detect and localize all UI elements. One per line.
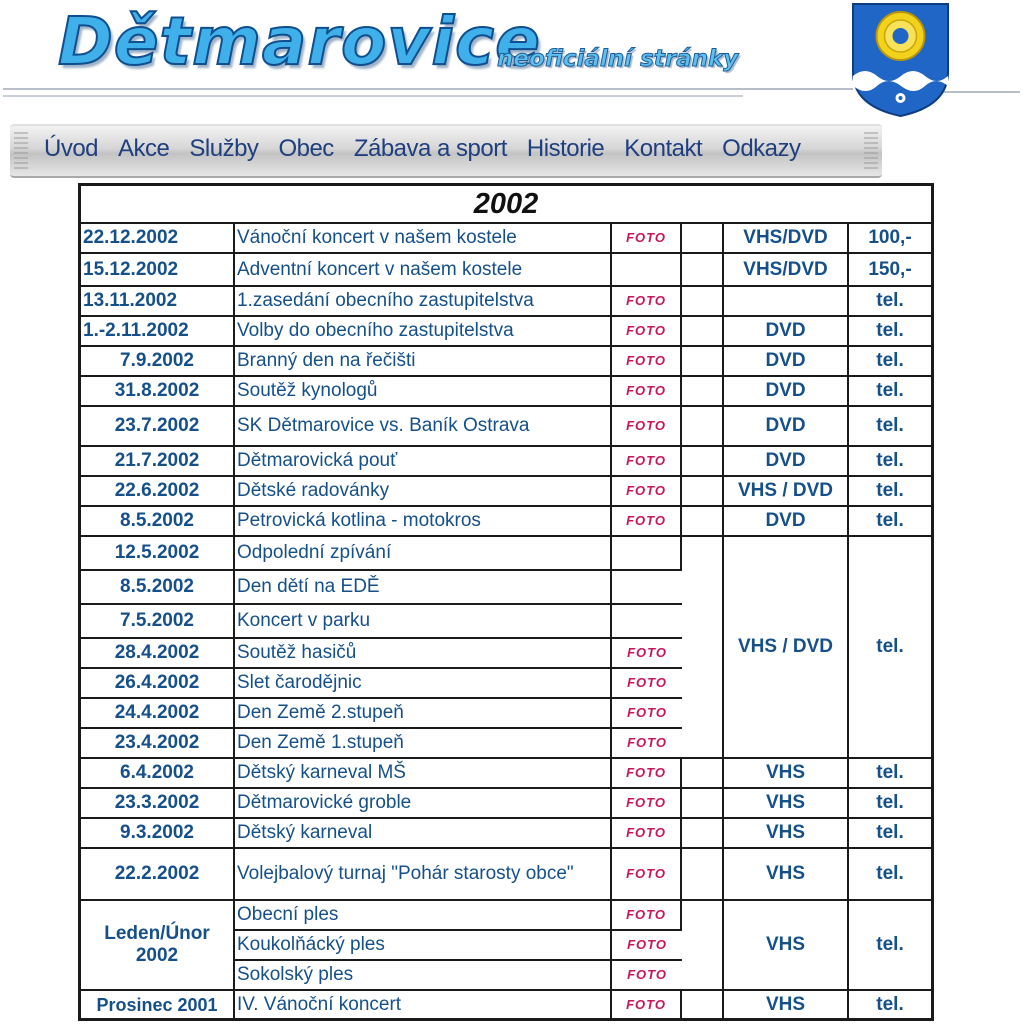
foto-link[interactable]: FOTO bbox=[612, 224, 682, 254]
event-title: SK Dětmarovice vs. Baník Ostrava bbox=[235, 407, 612, 447]
event-date: Prosinec 2001 bbox=[81, 991, 235, 1018]
events-table bbox=[78, 183, 934, 1021]
price: tel. bbox=[876, 993, 904, 1015]
table-row bbox=[81, 759, 931, 789]
empty-cell bbox=[682, 819, 724, 849]
media-format: VHS bbox=[724, 759, 849, 789]
year-header-row bbox=[81, 186, 931, 224]
media-format: VHS bbox=[724, 849, 849, 901]
table-row bbox=[81, 317, 931, 347]
empty-cell bbox=[612, 605, 682, 639]
media-format: VHS bbox=[724, 789, 849, 819]
event-date: 1.-2.11.2002 bbox=[81, 317, 235, 347]
media-format: DVD bbox=[724, 377, 849, 407]
event-title: Volby do obecního zastupitelstva bbox=[235, 317, 612, 347]
nav-item-uvod[interactable]: Úvod bbox=[44, 135, 99, 162]
event-date: 23.3.2002 bbox=[81, 789, 235, 819]
event-date: 31.8.2002 bbox=[81, 377, 235, 407]
foto-link[interactable]: FOTO bbox=[612, 759, 682, 789]
year-heading: 2002 bbox=[81, 186, 931, 224]
foto-link[interactable]: FOTO bbox=[612, 447, 682, 477]
site-logo[interactable]: Dětmarovice bbox=[58, 3, 541, 80]
price: tel. bbox=[849, 759, 931, 789]
event-title: Vánoční koncert v našem kostele bbox=[235, 224, 612, 254]
price: tel. bbox=[849, 901, 931, 991]
event-title: Den Země 1.stupeň bbox=[235, 729, 612, 759]
table-row bbox=[81, 254, 931, 287]
event-date: 15.12.2002 bbox=[81, 254, 235, 287]
media-format: DVD bbox=[724, 317, 849, 347]
empty-cell bbox=[682, 991, 724, 1018]
media-format: VHS / DVD bbox=[724, 537, 849, 759]
table-row bbox=[81, 819, 931, 849]
event-title: Adventní koncert v našem kostele bbox=[235, 254, 612, 287]
main-nav bbox=[10, 124, 882, 178]
nav-item-historie[interactable]: Historie bbox=[526, 135, 605, 162]
nav-cap-left bbox=[14, 132, 28, 172]
foto-link[interactable]: FOTO bbox=[612, 639, 682, 669]
media-format: VHS bbox=[724, 819, 849, 849]
empty-cell bbox=[612, 254, 682, 287]
foto-link[interactable]: FOTO bbox=[612, 477, 682, 507]
event-title: Dětský karneval MŠ bbox=[235, 759, 612, 789]
event-date: 13.11.2002 bbox=[81, 287, 235, 317]
event-title: Slet čarodějnic bbox=[235, 669, 612, 699]
empty-cell bbox=[612, 537, 682, 571]
table-row bbox=[81, 789, 931, 819]
empty-cell bbox=[682, 849, 724, 901]
event-title: Koukolňácký ples bbox=[235, 931, 612, 961]
event-title: Petrovická kotlina - motokros bbox=[235, 507, 612, 537]
table-row bbox=[81, 507, 931, 537]
price: tel. bbox=[849, 477, 931, 507]
nav-item-akce[interactable]: Akce bbox=[118, 135, 170, 162]
foto-link[interactable]: FOTO bbox=[612, 317, 682, 347]
nav-items bbox=[44, 135, 821, 163]
price: tel. bbox=[849, 347, 931, 377]
price: tel. bbox=[849, 507, 931, 537]
foto-link[interactable]: FOTO bbox=[612, 287, 682, 317]
foto-link[interactable]: FOTO bbox=[612, 699, 682, 729]
price: tel. bbox=[849, 447, 931, 477]
price: tel. bbox=[849, 849, 931, 901]
table-row bbox=[81, 287, 931, 317]
table-row bbox=[81, 447, 931, 477]
event-title: 1.zasedání obecního zastupitelstva bbox=[235, 287, 612, 317]
foto-link[interactable]: FOTO bbox=[612, 961, 682, 991]
empty-cell bbox=[682, 901, 724, 991]
empty-cell bbox=[682, 407, 724, 447]
media-format: VHS/DVD bbox=[724, 254, 849, 287]
empty-cell bbox=[682, 377, 724, 407]
event-title: Branný den na řečišti bbox=[235, 347, 612, 377]
table-row bbox=[81, 224, 931, 254]
table-row bbox=[81, 537, 931, 571]
empty-cell bbox=[682, 347, 724, 377]
foto-link[interactable]: FOTO bbox=[612, 849, 682, 901]
header-divider-right bbox=[940, 91, 1020, 93]
event-date: 28.4.2002 bbox=[81, 639, 235, 669]
event-title: Sokolský ples bbox=[235, 961, 612, 991]
event-date: 8.5.2002 bbox=[81, 507, 235, 537]
price: 100,- bbox=[849, 224, 931, 254]
media-format: VHS bbox=[724, 991, 849, 1018]
price: tel. bbox=[849, 537, 931, 759]
empty-cell bbox=[682, 317, 724, 347]
event-date: 23.7.2002 bbox=[81, 407, 235, 447]
price: 150,- bbox=[849, 254, 931, 287]
foto-link[interactable]: FOTO bbox=[612, 991, 682, 1018]
empty-cell bbox=[682, 759, 724, 789]
nav-item-zabava-a-sport[interactable]: Zábava a sport bbox=[353, 135, 507, 162]
media-format bbox=[724, 287, 849, 317]
media-format: VHS / DVD bbox=[724, 477, 849, 507]
event-date: 7.5.2002 bbox=[81, 605, 235, 639]
event-title: Odpolední zpívání bbox=[235, 537, 612, 571]
event-date: 12.5.2002 bbox=[81, 537, 235, 571]
empty-cell bbox=[682, 254, 724, 287]
empty-cell bbox=[612, 571, 682, 605]
event-title: IV. Vánoční koncert bbox=[235, 991, 612, 1018]
nav-cap-right bbox=[864, 132, 878, 172]
price: tel. bbox=[849, 819, 931, 849]
foto-link[interactable]: FOTO bbox=[612, 729, 682, 759]
event-date: 21.7.2002 bbox=[81, 447, 235, 477]
event-date: 26.4.2002 bbox=[81, 669, 235, 699]
event-date: Leden/Únor 2002 bbox=[81, 901, 235, 991]
foto-link[interactable]: FOTO bbox=[612, 669, 682, 699]
media-format: DVD bbox=[724, 407, 849, 447]
site-subtitle: neoficiální stránky bbox=[497, 46, 739, 72]
event-date: 9.3.2002 bbox=[81, 819, 235, 849]
table-row bbox=[81, 347, 931, 377]
empty-cell bbox=[682, 477, 724, 507]
empty-cell bbox=[682, 287, 724, 317]
empty-cell bbox=[682, 224, 724, 254]
event-date: 24.4.2002 bbox=[81, 699, 235, 729]
price: tel. bbox=[849, 789, 931, 819]
foto-link[interactable]: FOTO bbox=[612, 347, 682, 377]
nav-item-obec[interactable]: Obec bbox=[278, 135, 334, 162]
table-row bbox=[81, 477, 931, 507]
event-title: Volejbalový turnaj "Pohár starosty obce" bbox=[235, 849, 612, 901]
price: tel. bbox=[849, 287, 931, 317]
event-title: Den dětí na EDĚ bbox=[235, 571, 612, 605]
event-date: 8.5.2002 bbox=[81, 571, 235, 605]
empty-cell bbox=[682, 447, 724, 477]
event-date: 6.4.2002 bbox=[81, 759, 235, 789]
event-title: Obecní ples bbox=[235, 901, 612, 931]
foto-link[interactable]: FOTO bbox=[612, 789, 682, 819]
nav-item-odkazy[interactable]: Odkazy bbox=[722, 135, 801, 162]
event-title: Den Země 2.stupeň bbox=[235, 699, 612, 729]
media-format: VHS/DVD bbox=[724, 224, 849, 254]
event-title: Dětmarovická pouť bbox=[235, 447, 612, 477]
foto-link[interactable]: FOTO bbox=[612, 507, 682, 537]
event-date: 22.6.2002 bbox=[81, 477, 235, 507]
empty-cell bbox=[682, 789, 724, 819]
event-title: Dětské radovánky bbox=[235, 477, 612, 507]
nav-item-sluzby[interactable]: Služby bbox=[189, 135, 259, 162]
municipal-crest-icon bbox=[851, 2, 950, 118]
empty-cell bbox=[682, 507, 724, 537]
event-title: Soutěž kynologů bbox=[235, 377, 612, 407]
table-row bbox=[81, 377, 931, 407]
foto-link[interactable]: FOTO bbox=[612, 407, 682, 447]
empty-cell bbox=[682, 537, 724, 759]
table-row bbox=[81, 901, 931, 931]
event-date: 23.4.2002 bbox=[81, 729, 235, 759]
media-format: DVD bbox=[724, 347, 849, 377]
table-row bbox=[81, 991, 931, 1018]
price: tel. bbox=[849, 407, 931, 447]
table-row bbox=[81, 407, 931, 447]
event-date: 22.2.2002 bbox=[81, 849, 235, 901]
media-format: DVD bbox=[724, 447, 849, 477]
event-title: Koncert v parku bbox=[235, 605, 612, 639]
price: tel. bbox=[849, 377, 931, 407]
media-format: VHS bbox=[724, 901, 849, 991]
header-divider bbox=[3, 88, 853, 90]
foto-link[interactable]: FOTO bbox=[612, 901, 682, 931]
event-title: Dětmarovické groble bbox=[235, 789, 612, 819]
event-date: 22.12.2002 bbox=[81, 224, 235, 254]
header-divider-secondary bbox=[3, 95, 743, 97]
nav-item-kontakt[interactable]: Kontakt bbox=[624, 135, 703, 162]
media-format: DVD bbox=[724, 507, 849, 537]
price: tel. bbox=[849, 317, 931, 347]
event-title: Soutěž hasičů bbox=[235, 639, 612, 669]
event-date: 7.9.2002 bbox=[81, 347, 235, 377]
event-title: Dětský karneval bbox=[235, 819, 612, 849]
table-row bbox=[81, 849, 931, 901]
foto-link[interactable]: FOTO bbox=[612, 931, 682, 961]
foto-link[interactable]: FOTO bbox=[612, 819, 682, 849]
foto-link[interactable]: FOTO bbox=[612, 377, 682, 407]
